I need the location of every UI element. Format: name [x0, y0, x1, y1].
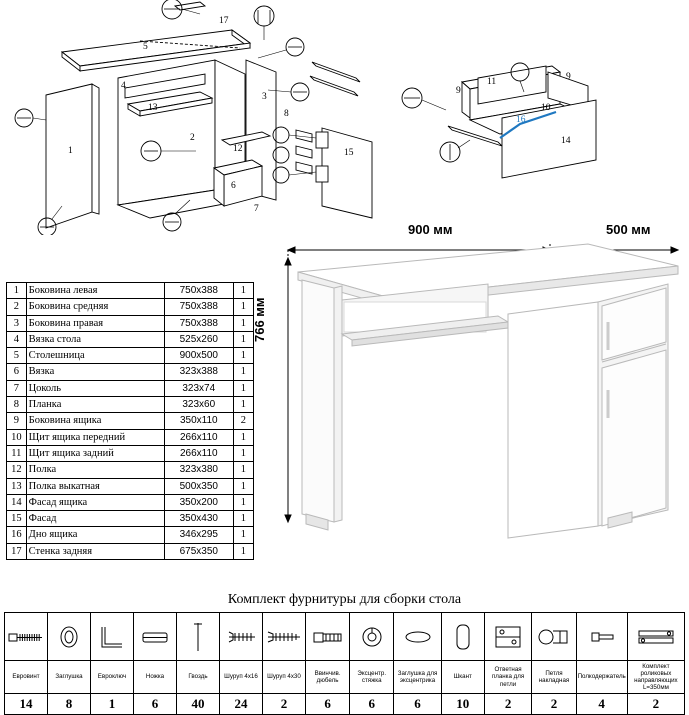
kit-item-quantity: 40	[177, 694, 220, 715]
dowel-icon	[441, 613, 484, 661]
table-row	[7, 527, 254, 543]
kit-item-label: Шкант	[441, 661, 484, 694]
part-name: Боковина левая	[26, 283, 164, 299]
part-number: 6	[7, 364, 27, 380]
table-row	[7, 462, 254, 478]
kit-item-quantity: 24	[220, 694, 263, 715]
kit-item-label: Заглушка	[48, 661, 91, 694]
part-name: Вязка	[26, 364, 164, 380]
kit-item-quantity: 14	[5, 694, 48, 715]
part-size: 750x388	[164, 315, 233, 331]
table-row	[7, 543, 254, 559]
part-name: Полка выкатная	[26, 478, 164, 494]
part-size: 525x260	[164, 331, 233, 347]
kit-item-label: Эксцентр. стяжка	[350, 661, 394, 694]
part-quantity: 1	[233, 315, 253, 331]
part-size: 675x350	[164, 543, 233, 559]
callout-2: 2	[190, 133, 195, 143]
part-size: 900x500	[164, 348, 233, 364]
part-size: 750x388	[164, 299, 233, 315]
hardware-kit-title: Комплект фурнитуры для сборки стола	[227, 592, 462, 607]
part-number: 16	[7, 527, 27, 543]
callout-10: 10	[541, 103, 551, 113]
part-quantity: 1	[233, 283, 253, 299]
kit-item-label: Ножка	[134, 661, 177, 694]
callout-14: 14	[561, 136, 571, 146]
part-number: 2	[7, 299, 27, 315]
part-number: 7	[7, 380, 27, 396]
table-row	[7, 478, 254, 494]
part-quantity: 1	[233, 494, 253, 510]
callout-3: 3	[262, 92, 267, 102]
part-size: 266x110	[164, 429, 233, 445]
callout-1: 1	[68, 146, 73, 156]
part-quantity: 1	[233, 380, 253, 396]
part-name: Полка	[26, 462, 164, 478]
kit-item-quantity: 2	[627, 694, 684, 715]
euro-screw-icon	[5, 613, 48, 661]
slide-set-icon	[627, 613, 684, 661]
dimension-width-label: 900 мм	[408, 222, 453, 237]
part-number: 5	[7, 348, 27, 364]
kit-item-quantity: 1	[91, 694, 134, 715]
allen-key-icon	[91, 613, 134, 661]
kit-labels-row	[5, 661, 685, 694]
screw-4x30-icon	[263, 613, 306, 661]
kit-item-label: Евровинт	[5, 661, 48, 694]
part-size: 346x295	[164, 527, 233, 543]
kit-item-quantity: 8	[48, 694, 91, 715]
foot-icon	[134, 613, 177, 661]
parts-table	[6, 282, 254, 560]
part-number: 1	[7, 283, 27, 299]
part-quantity: 1	[233, 397, 253, 413]
part-quantity: 1	[233, 462, 253, 478]
table-row	[7, 315, 254, 331]
part-name: Столешница	[26, 348, 164, 364]
kit-item-quantity: 2	[484, 694, 532, 715]
table-row	[7, 283, 254, 299]
part-size: 350x430	[164, 511, 233, 527]
eccentric-cap-icon	[394, 613, 441, 661]
part-name: Боковина средняя	[26, 299, 164, 315]
nail-icon	[177, 613, 220, 661]
part-name: Боковина правая	[26, 315, 164, 331]
part-number: 13	[7, 478, 27, 494]
part-size: 323x388	[164, 364, 233, 380]
table-row	[7, 397, 254, 413]
kit-item-quantity: 6	[350, 694, 394, 715]
callout-12: 12	[233, 144, 243, 154]
callout-13: 13	[148, 103, 158, 113]
callout-16: 16	[516, 115, 526, 125]
part-quantity: 2	[233, 413, 253, 429]
kit-item-quantity: 6	[134, 694, 177, 715]
kit-item-quantity: 2	[532, 694, 576, 715]
part-name: Боковина ящика	[26, 413, 164, 429]
table-row	[7, 494, 254, 510]
kit-item-label: Шуруп 4x16	[220, 661, 263, 694]
part-size: 266x110	[164, 445, 233, 461]
part-number: 8	[7, 397, 27, 413]
part-number: 11	[7, 445, 27, 461]
part-quantity: 1	[233, 299, 253, 315]
part-quantity: 1	[233, 478, 253, 494]
part-size: 323x74	[164, 380, 233, 396]
table-row	[7, 331, 254, 347]
dimension-height-label: 766 мм	[252, 297, 267, 342]
part-name: Щит ящика передний	[26, 429, 164, 445]
callout-5: 5	[143, 42, 148, 52]
kit-item-quantity: 6	[394, 694, 441, 715]
part-size: 500x350	[164, 478, 233, 494]
part-name: Вязка стола	[26, 331, 164, 347]
part-number: 4	[7, 331, 27, 347]
part-quantity: 1	[233, 445, 253, 461]
part-quantity: 1	[233, 511, 253, 527]
part-name: Планка	[26, 397, 164, 413]
table-row	[7, 511, 254, 527]
part-size: 750x388	[164, 283, 233, 299]
callout-11: 11	[487, 77, 497, 87]
table-row	[7, 445, 254, 461]
part-size: 323x380	[164, 462, 233, 478]
part-quantity: 1	[233, 348, 253, 364]
dimension-depth-label: 500 мм	[606, 222, 651, 237]
part-number: 10	[7, 429, 27, 445]
part-size: 350x110	[164, 413, 233, 429]
hinge-icon	[532, 613, 576, 661]
kit-item-label: Шуруп 4x30	[263, 661, 306, 694]
table-row	[7, 413, 254, 429]
part-number: 9	[7, 413, 27, 429]
exploded-assembly-diagram	[0, 0, 689, 230]
shelf-holder-icon	[576, 613, 627, 661]
part-name: Цоколь	[26, 380, 164, 396]
kit-item-quantity: 4	[576, 694, 627, 715]
part-name: Щит ящика задний	[26, 445, 164, 461]
part-number: 15	[7, 511, 27, 527]
kit-item-label: Комплект роликовых направляющих L=350мм	[627, 661, 684, 694]
eccentric-tie-icon	[350, 613, 394, 661]
part-number: 17	[7, 543, 27, 559]
cap-icon	[48, 613, 91, 661]
kit-item-quantity: 2	[263, 694, 306, 715]
callout-9b: 9	[456, 86, 461, 96]
kit-item-label: Ввинчив. дюбель	[306, 661, 350, 694]
part-name: Фасад	[26, 511, 164, 527]
callout-7: 7	[254, 204, 259, 214]
kit-item-quantity: 10	[441, 694, 484, 715]
part-name: Стенка задняя	[26, 543, 164, 559]
part-quantity: 1	[233, 429, 253, 445]
callout-4: 4	[121, 81, 126, 91]
part-number: 14	[7, 494, 27, 510]
hinge-plate-icon	[484, 613, 532, 661]
part-number: 12	[7, 462, 27, 478]
part-quantity: 1	[233, 527, 253, 543]
table-row	[7, 429, 254, 445]
desk-render-block	[252, 222, 686, 572]
part-number: 3	[7, 315, 27, 331]
kit-item-label: Гвоздь	[177, 661, 220, 694]
kit-item-label: Ответная планка для петли	[484, 661, 532, 694]
callout-15: 15	[344, 148, 354, 158]
table-row	[7, 299, 254, 315]
kit-item-label: Евроключ	[91, 661, 134, 694]
callout-6: 6	[231, 181, 236, 191]
screw-4x16-icon	[220, 613, 263, 661]
screw-in-dowel-icon	[306, 613, 350, 661]
kit-icons-row	[5, 613, 685, 661]
part-quantity: 1	[233, 543, 253, 559]
table-row	[7, 348, 254, 364]
part-quantity: 1	[233, 364, 253, 380]
table-row	[7, 380, 254, 396]
callout-9: 9	[566, 72, 571, 82]
part-size: 350x200	[164, 494, 233, 510]
kit-item-label: Полкодержатель	[576, 661, 627, 694]
table-row	[7, 364, 254, 380]
part-name: Дно ящика	[26, 527, 164, 543]
part-name: Фасад ящика	[26, 494, 164, 510]
kit-item-label: Заглушка для эксцентрика	[394, 661, 441, 694]
callout-17: 17	[219, 16, 229, 26]
kit-item-quantity: 6	[306, 694, 350, 715]
diagram-svg	[0, 0, 689, 235]
desk-3d-render	[258, 222, 686, 572]
part-size: 323x60	[164, 397, 233, 413]
kit-quantities-row	[5, 694, 685, 715]
kit-item-label: Петля накладная	[532, 661, 576, 694]
callout-8: 8	[284, 109, 289, 119]
part-quantity: 1	[233, 331, 253, 347]
